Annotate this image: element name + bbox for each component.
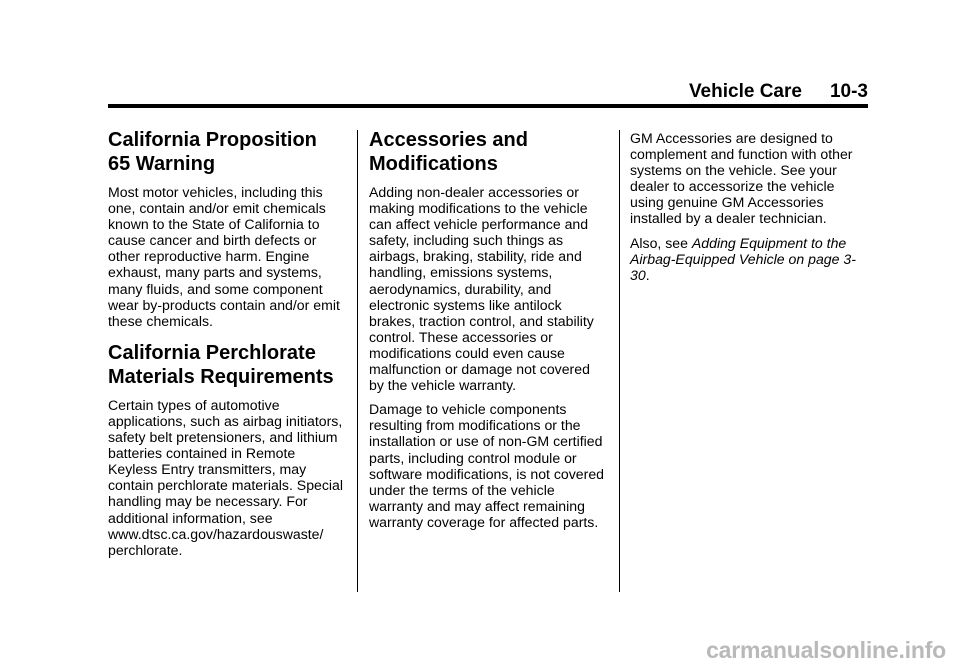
paragraph-prop65: Most motor vehicles, including this one, contain and/or emit chemicals known to the State of California to cause cancer and birth defects or other reproductive harm. Engine exhaust, many parts and systems, many fluids, and some component wear by-products contain and/or emit these chemicals.: [108, 184, 340, 329]
paragraph-gm-accessories: GM Accessories are designed to complement and function with other systems on the vehicle. See your dealer to accessorize the vehicle using genuine GM Accessories installed by a dealer technician.: [630, 130, 853, 227]
watermark: carmanualsonline.info: [706, 637, 946, 663]
column-3: [630, 130, 868, 291]
paragraph-see-also: Also, see Adding Equipment to the Airbag-Equipped Vehicle on page 3-30.: [630, 234, 856, 283]
section-title: Vehicle Care: [688, 81, 802, 102]
column-divider-2: [619, 130, 620, 592]
cross-reference-link[interactable]: Adding Equipment to the Airbag-Equipped Vehicle on page 3-30: [630, 234, 856, 283]
heading-prop65: California Proposition 65 Warning: [108, 129, 317, 175]
paragraph-accessories-2: Damage to vehicle components resulting from modifications or the installation or use of non-GM certified parts, including control module or software modifications, is not covered under the terms of the vehicle warranty and may affect remaining warranty coverage for affected parts.: [369, 401, 605, 530]
column-1: [108, 128, 346, 566]
paragraph-perchlorate: Certain types of automotive applications, such as airbag initiators, safety belt pretensioners, and lithium batteries contained in Remote Keyless Entry transmitters, may contain perchlorate materials. Special handling may be necessary. For additional information, see www.dtsc.ca.gov/hazardouswaste/ perchlorate.: [108, 396, 344, 558]
column-divider-1: [357, 130, 358, 592]
column-2: [369, 128, 607, 538]
heading-accessories: Accessories and Modifications: [369, 129, 528, 175]
paragraph-accessories-1: Adding non-dealer accessories or making modifications to the vehicle can affect vehicle performance and safety, including such things as airbags, braking, stability, ride and handling, emissions systems, aerodynamics, durability, and electronic systems like antilock brakes, traction control, and stability control. These accessories or modifications could even cause malfunction or damage not covered by the vehicle warranty.: [369, 184, 594, 394]
page-number: 10-3: [829, 81, 868, 102]
header-rule: [108, 104, 868, 108]
page-header: [108, 80, 868, 104]
heading-perchlorate: California Perchlorate Materials Requirements: [108, 341, 334, 388]
